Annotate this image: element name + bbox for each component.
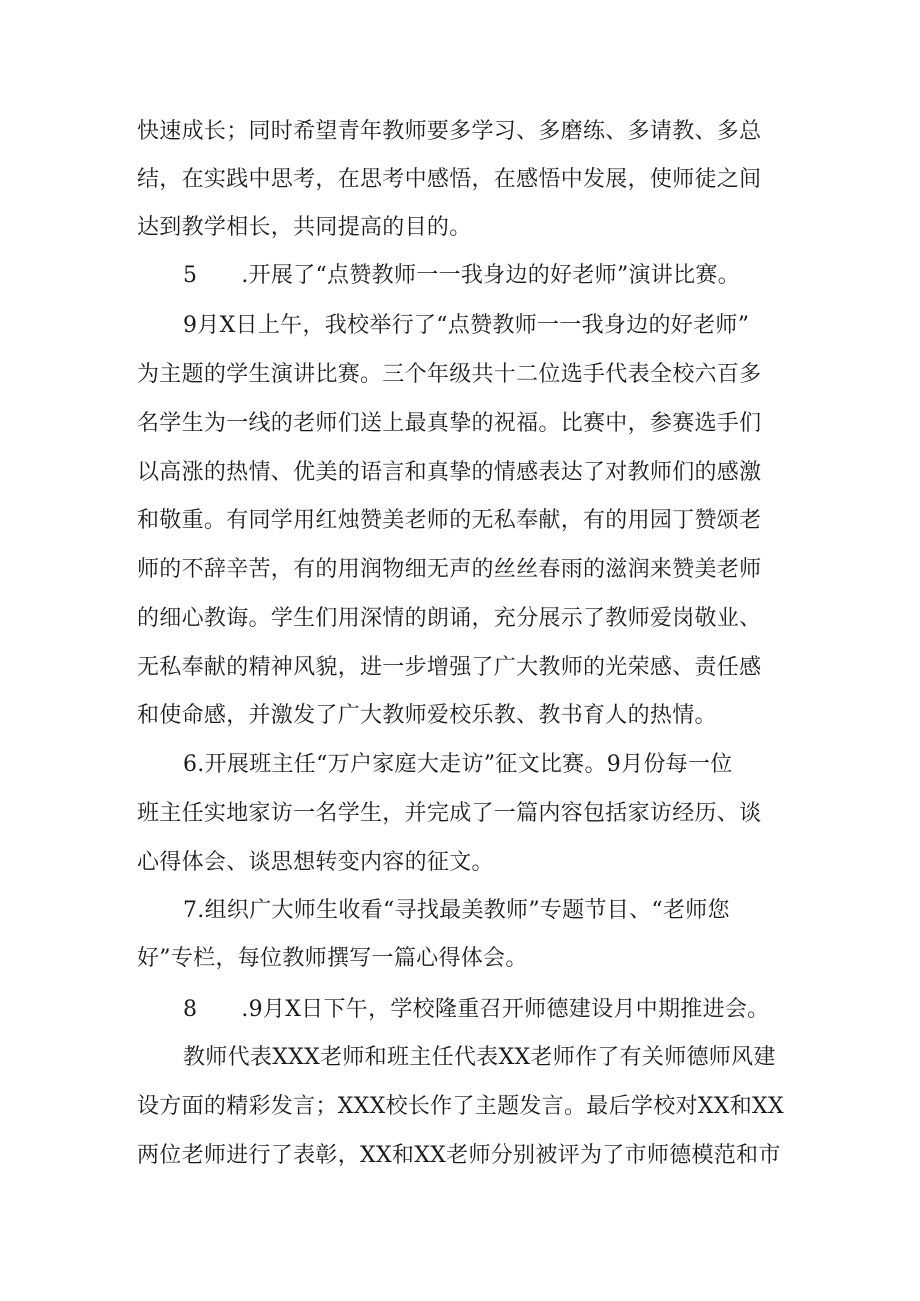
paragraph-line: 结，在实践中思考，在思考中感悟，在感悟中发展，使师徒之间 (137, 167, 762, 192)
item-title: .9月X日下午，学校隆重召开师德建设月中期推进会。 (241, 997, 770, 1022)
item-8-heading (183, 990, 797, 1030)
paragraph-line: 和敬重。有同学用红烛赞美老师的无私奉献，有的用园丁赞颂老 (137, 508, 762, 533)
paragraph-line: 名学生为一线的老师们送上最真挚的祝福。比赛中，参赛选手们 (137, 411, 762, 436)
paragraph-line: 师的不辞辛苦，有的用润物细无声的丝丝春雨的滋润来赞美老师 (137, 557, 762, 582)
paragraph-line: 的细心教诲。学生们用深情的朗诵，充分展示了教师爱岗敬业、 (137, 606, 762, 631)
paragraph-line: 和使命感，并激发了广大教师爱校乐教、教书育人的热情。 (137, 703, 717, 728)
item-number: 5 (183, 263, 198, 288)
paragraph-line: 以高涨的热情、优美的语言和真挚的情感表达了对教师们的感激 (137, 460, 762, 485)
item-7-heading: 7.组织广大师生收看“寻找最美教师”专题节目、“老师您 (183, 898, 730, 923)
item-title: .开展了“点赞教师一一我身边的好老师”演讲比赛。 (241, 263, 741, 288)
paragraph-line: 两位老师进行了表彰，XX和XX老师分别被评为了市师德模范和市 (137, 1143, 781, 1168)
paragraph-line: 心得体会、谈思想转变内容的征文。 (137, 850, 494, 875)
paragraph-line: 班主任实地家访一名学生，并完成了一篇内容包括家访经历、谈 (137, 801, 762, 826)
paragraph-line: 教师代表XXX老师和班主任代表XX老师作了有关师德师风建 (183, 1045, 776, 1070)
paragraph-line: 达到教学相长，共同提高的目的。 (137, 215, 472, 240)
item-number: 8 (183, 997, 198, 1022)
paragraph-line: 为主题的学生演讲比赛。三个年级共十二位选手代表全校六百多 (137, 362, 762, 387)
item-5-heading (183, 256, 797, 296)
item-6-heading: 6.开展班主任“万户家庭大走访”征文比赛。9月份每一位 (183, 752, 733, 777)
paragraph-line: 无私奉献的精神风貌，进一步增强了广大教师的光荣感、责任感 (137, 655, 762, 680)
paragraph-line: 快速成长；同时希望青年教师要多学习、多磨练、多请教、多总 (137, 119, 762, 144)
paragraph-line: 好”专栏，每位教师撰写一篇心得体会。 (137, 946, 528, 971)
paragraph-line: 9月X日上午，我校举行了“点赞教师一一我身边的好老师” (183, 313, 750, 338)
paragraph-line: 设方面的精彩发言；XXX校长作了主题发言。最后学校对XX和XX (137, 1094, 784, 1119)
